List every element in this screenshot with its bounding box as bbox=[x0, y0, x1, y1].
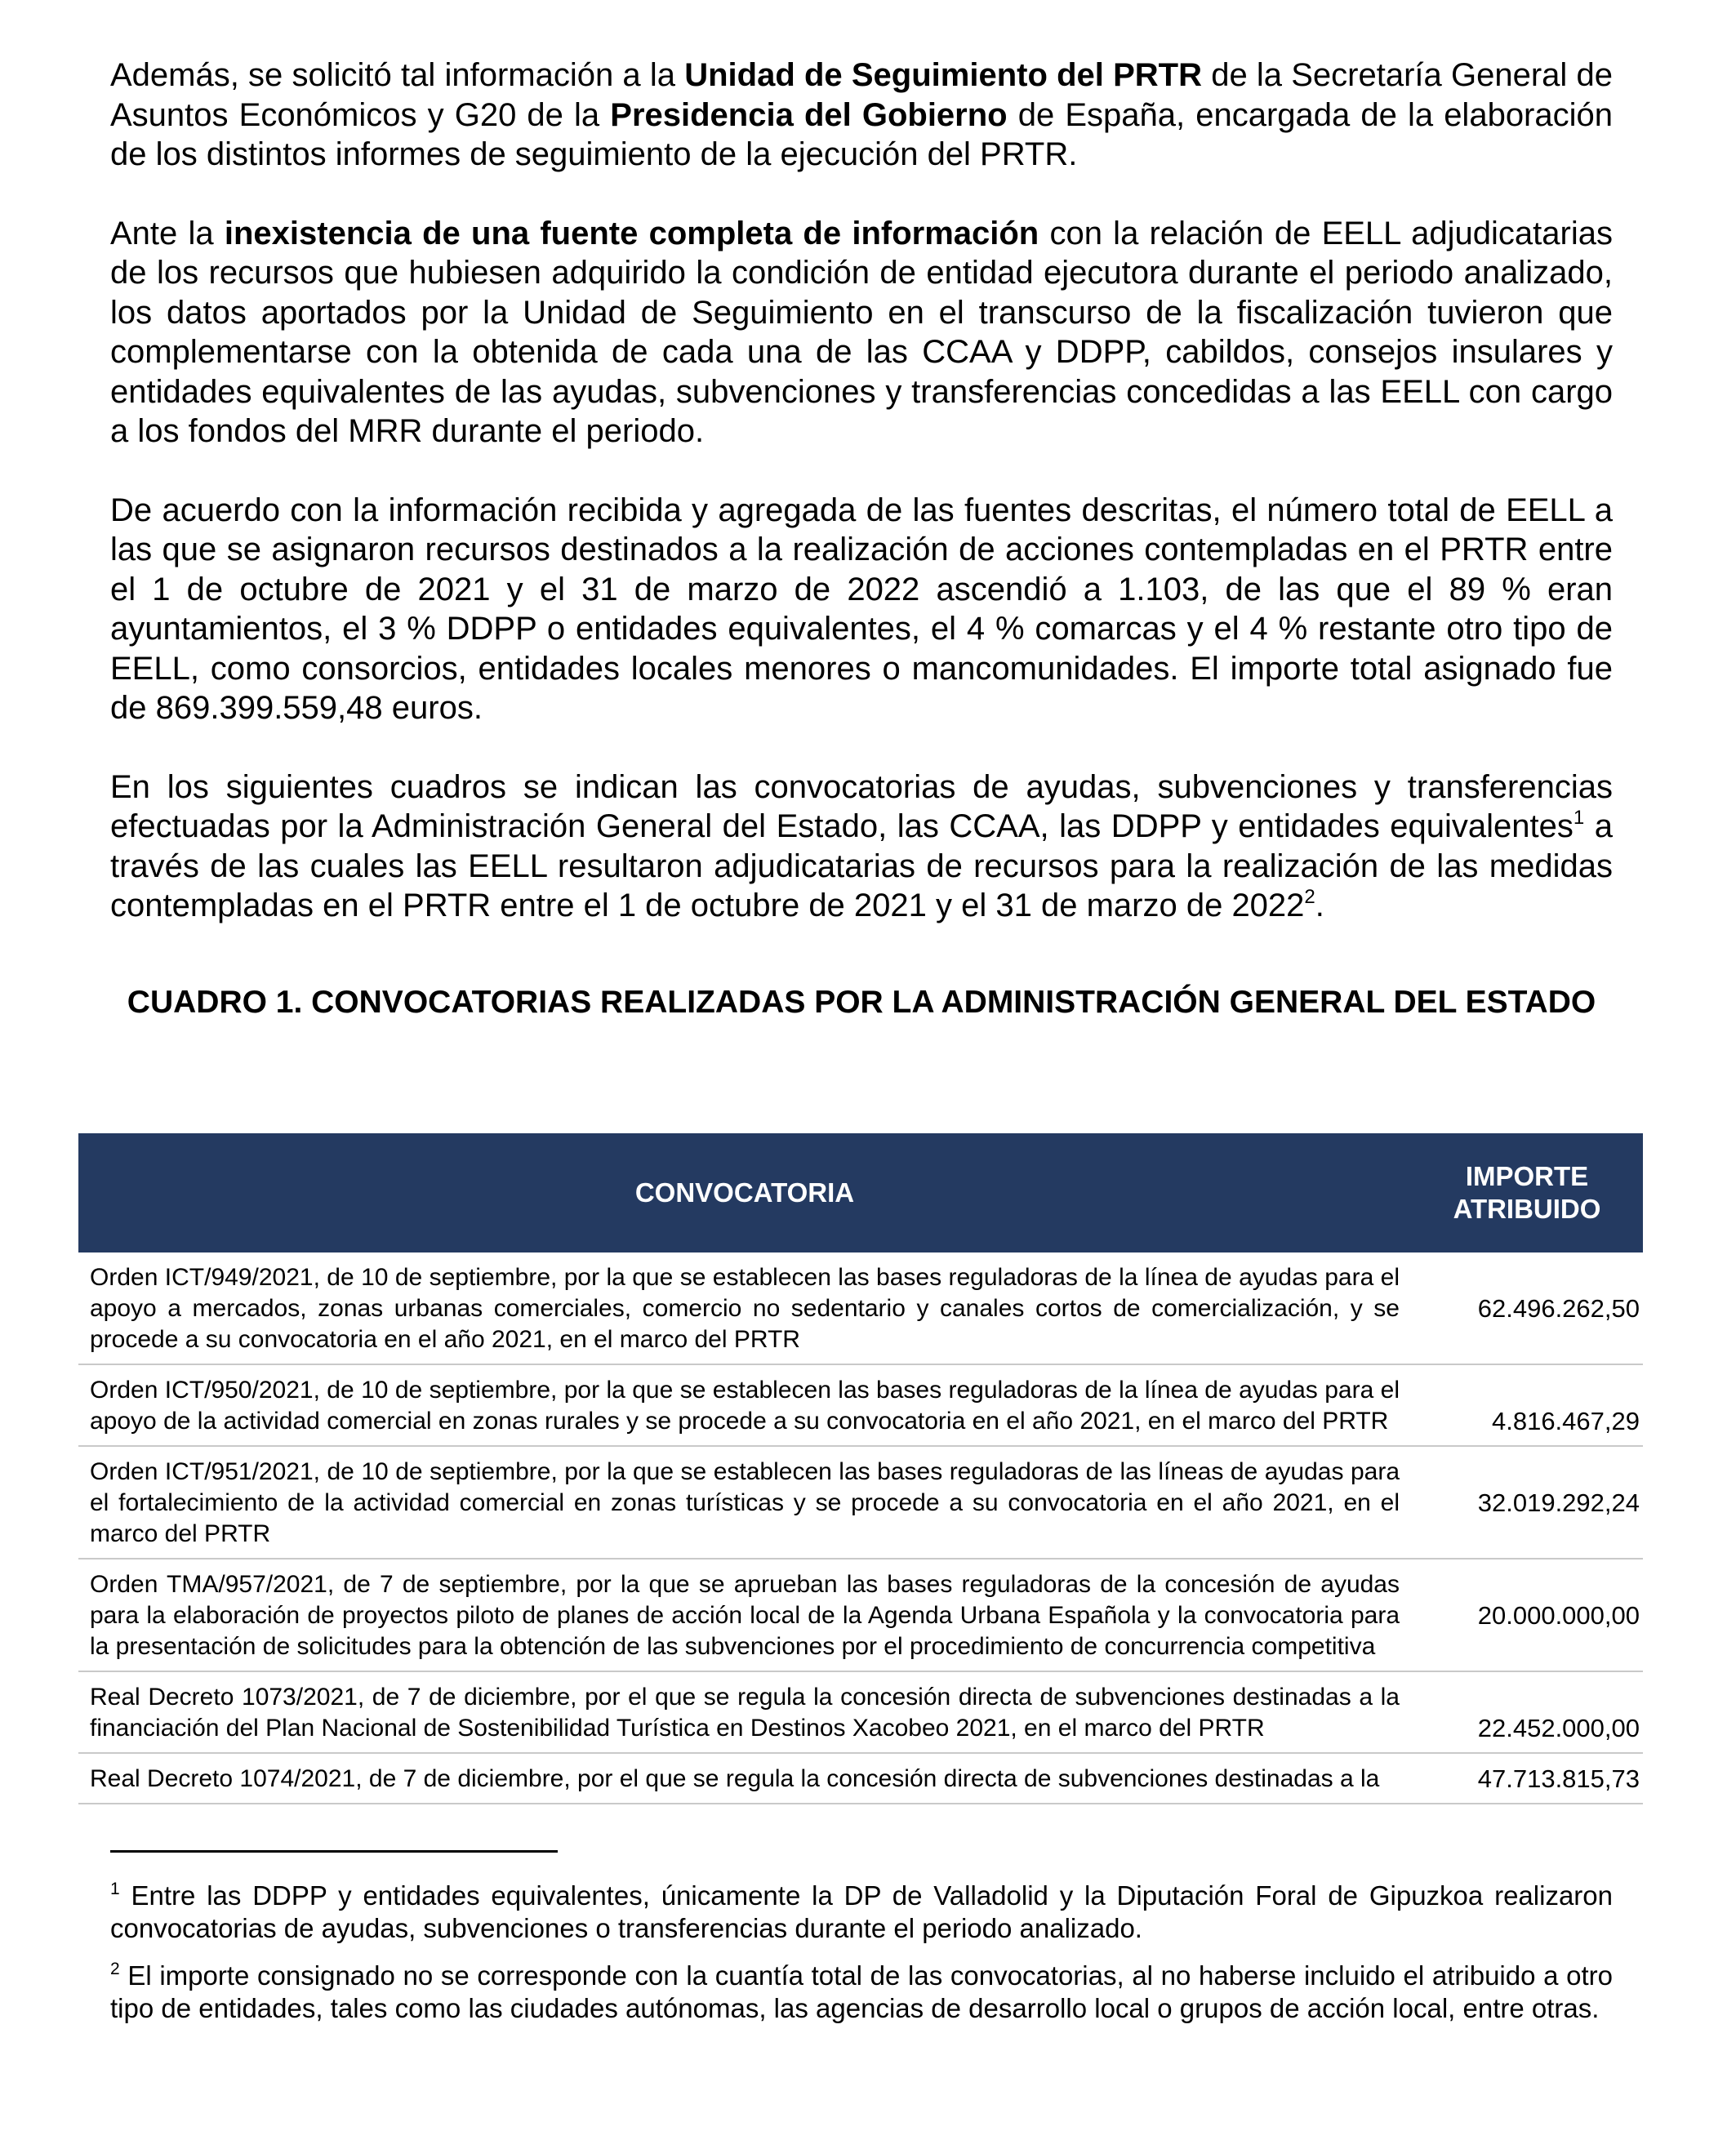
table-row bbox=[78, 1671, 1643, 1753]
table-row bbox=[78, 1252, 1643, 1364]
footnote-text: El importe consignado no se corresponde con la cuantía total de las convocatorias, al no haberse incluido el atribuido a otro tipo de entidades, tales como las ciudades autónomas, las agencias de desarrollo local o grupos de acción local, entre otras. bbox=[110, 1960, 1613, 2023]
footnote-1 bbox=[110, 1880, 1613, 1945]
convocatorias-table bbox=[78, 1133, 1643, 1804]
footnote-text: Entre las DDPP y entidades equivalentes, únicamente la DP de Valladolid y la Diputación Foral de Gipuzkoa realizaron convocatorias de ayudas, subvenciones o transferencias durante el periodo analizado. bbox=[110, 1880, 1613, 1943]
header-convocatoria: CONVOCATORIA bbox=[78, 1133, 1411, 1252]
bold-text: Presidencia del Gobierno bbox=[610, 96, 1008, 133]
row-amount: 47.713.815,73 bbox=[1411, 1753, 1643, 1804]
row-amount: 20.000.000,00 bbox=[1411, 1559, 1643, 1671]
row-amount: 62.496.262,50 bbox=[1411, 1252, 1643, 1364]
paragraph-4 bbox=[110, 768, 1613, 926]
row-text: Orden ICT/949/2021, de 10 de septiembre, por la que se establecen las bases reguladoras de la línea de ayudas para el apoyo a mercados, zonas urbanas comerciales, comercio no sedentario y canales cortos de comercialización, y se procede a su convocatoria en el año 2021, en el marco del PRTR bbox=[78, 1252, 1411, 1364]
footnote-number: 1 bbox=[110, 1880, 120, 1898]
bold-text: inexistencia de una fuente completa de información bbox=[224, 215, 1039, 251]
text: de España, encargada de la elaboración de los distintos informes de seguimiento de la ejecución del PRTR. bbox=[110, 96, 1614, 172]
footnote-number: 2 bbox=[110, 1960, 120, 1978]
row-text: Orden TMA/957/2021, de 7 de septiembre, por la que se aprueban las bases reguladoras de la concesión de ayudas para la elaboración de proyectos piloto de planes de acción local de la Agenda Urbana Española y la convocatoria para la presentación de solicitudes para la obtención de las subvenciones por el procedimiento de concurrencia competitiva bbox=[78, 1559, 1411, 1671]
document-body bbox=[110, 56, 1613, 1022]
footnote-ref-1[interactable]: 1 bbox=[1573, 807, 1585, 829]
bold-text: Unidad de Seguimiento del PRTR bbox=[684, 57, 1202, 93]
footnote-separator bbox=[110, 1850, 558, 1853]
footnote-2 bbox=[110, 1960, 1613, 2025]
paragraph-3: De acuerdo con la información recibida y agregada de las fuentes descritas, el número total de EELL a las que se asignaron recursos destinados a la realización de acciones contempladas en el PRTR entre el 1 de octubre de 2021 y el 31 de marzo de 2022 ascendió a 1.103, de las que el 89 % eran ayuntamientos, el 3 % DDPP o entidades equivalentes, el 4 % comarcas y el 4 % restante otro tipo de EELL, como consorcios, entidades locales menores o mancomunidades. El importe total asignado fue de 869.399.559,48 euros. bbox=[110, 492, 1613, 726]
footnote-ref-2[interactable]: 2 bbox=[1304, 886, 1315, 908]
row-text: Real Decreto 1074/2021, de 7 de diciembre, por el que se regula la concesión directa de subvenciones destinadas a la bbox=[78, 1753, 1411, 1804]
row-amount: 4.816.467,29 bbox=[1411, 1364, 1643, 1446]
table-row bbox=[78, 1753, 1643, 1804]
paragraph-2 bbox=[110, 214, 1613, 452]
row-text: Orden ICT/950/2021, de 10 de septiembre, por la que se establecen las bases reguladoras de la línea de ayudas para el apoyo de la actividad comercial en zonas rurales y se procede a su convocatoria en el año 2021, en el marco del PRTR bbox=[78, 1364, 1411, 1446]
text: a través de las cuales las EELL resultaron adjudicatarias de recursos para la realización de las medidas contempladas en el PRTR entre el 1 de octubre de 2021 y el 31 de marzo de 2022 bbox=[110, 808, 1614, 923]
table-header-row bbox=[78, 1133, 1643, 1252]
table-row bbox=[78, 1446, 1643, 1559]
row-amount: 32.019.292,24 bbox=[1411, 1446, 1643, 1559]
row-text: Orden ICT/951/2021, de 10 de septiembre, por la que se establecen las bases reguladoras de las líneas de ayudas para el fortalecimiento de la actividad comercial en zonas turísticas y se procede a su convocatoria en el año 2021, en el marco del PRTR bbox=[78, 1446, 1411, 1559]
text: Ante la bbox=[110, 215, 225, 251]
header-importe: IMPORTE ATRIBUIDO bbox=[1411, 1133, 1643, 1252]
row-amount: 22.452.000,00 bbox=[1411, 1671, 1643, 1753]
table-row bbox=[78, 1559, 1643, 1671]
text: . bbox=[1315, 888, 1324, 923]
row-text: Real Decreto 1073/2021, de 7 de diciembre, por el que se regula la concesión directa de subvenciones destinadas a la financiación del Plan Nacional de Sostenibilidad Turística en Destinos Xacobeo 2021, en el marco del PRTR bbox=[78, 1671, 1411, 1753]
text: En los siguientes cuadros se indican las convocatorias de ayudas, subvenciones y transferencias efectuadas por la Administración General del Estado, las CCAA, las DDPP y entidades equivalentes bbox=[110, 768, 1613, 844]
table-title: CUADRO 1. CONVOCATORIAS REALIZADAS POR LA ADMINISTRACIÓN GENERAL DEL ESTADO bbox=[127, 984, 1596, 1020]
paragraph-1 bbox=[110, 56, 1613, 175]
table-container bbox=[78, 1133, 1643, 1821]
table-row bbox=[78, 1364, 1643, 1446]
text: con la relación de EELL adjudicatarias de los recursos que hubiesen adquirido la condición de entidad ejecutora durante el periodo analizado, los datos aportados por la Unidad de Seguimiento en el transcurso de la fiscalización tuvieron que complementarse con la obtenida de cada una de las CCAA y DDPP, cabildos, consejos insulares y entidades equivalentes de las ayudas, subvenciones y transferencias concedidas a las EELL con cargo a los fondos del MRR durante el periodo. bbox=[110, 215, 1613, 449]
text: Además, se solicitó tal información a la bbox=[110, 57, 685, 93]
text: de la Secretaría General de Asuntos Económicos y G20 de la bbox=[110, 57, 1613, 133]
footnotes bbox=[110, 1880, 1613, 2040]
